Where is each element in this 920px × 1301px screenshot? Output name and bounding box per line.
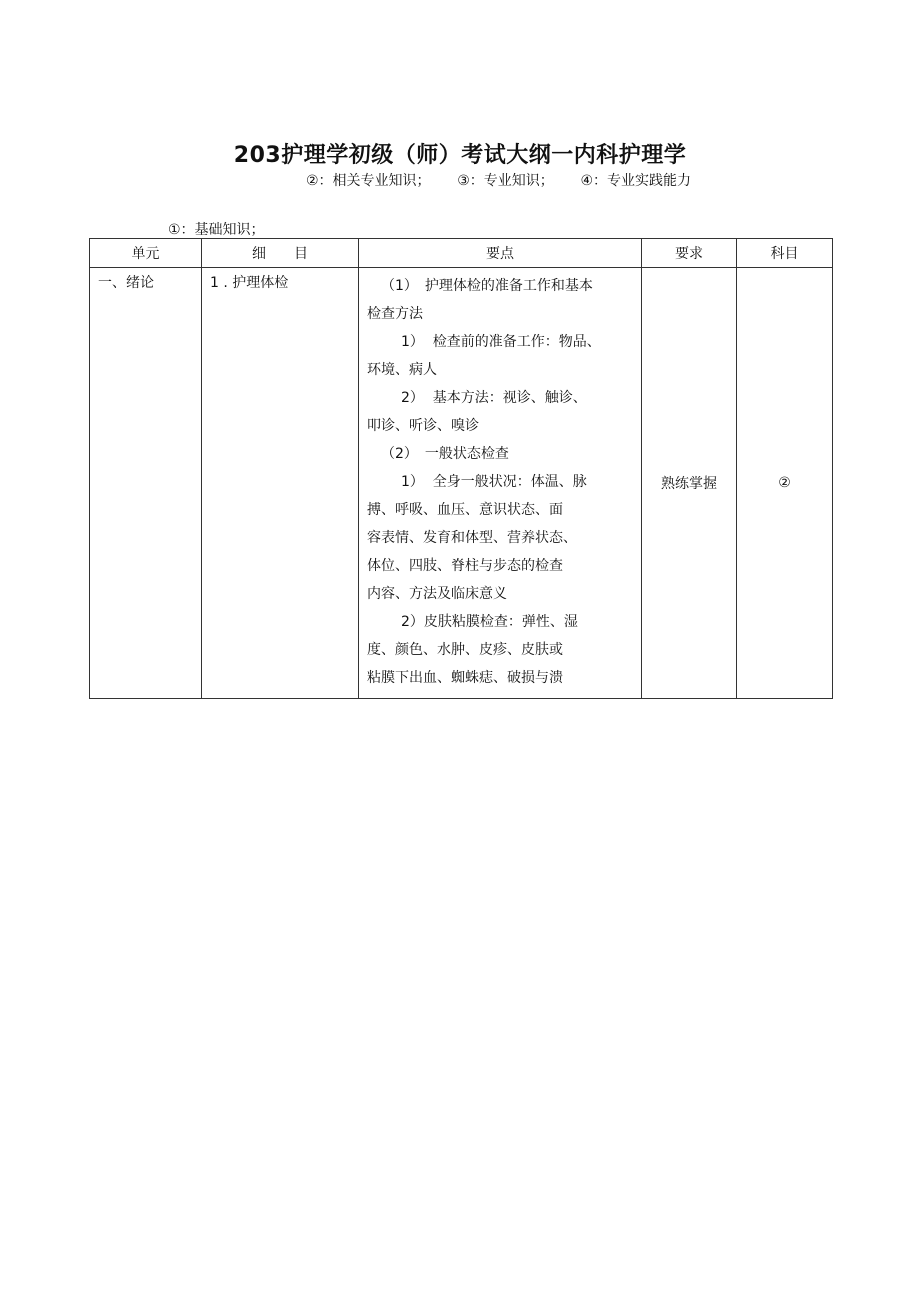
page-title: 203护理学初级（师）考试大纲一内科护理学 — [233, 143, 687, 168]
point-line: 体位、四肢、脊柱与步态的检查 — [367, 558, 563, 574]
syllabus-table — [89, 238, 833, 699]
cell-unit: 一、绪论 — [90, 268, 202, 699]
header-item: 细 目 — [202, 239, 359, 268]
point-line: 1） 检查前的准备工作：物品、 — [401, 334, 601, 350]
point-line: 搏、呼吸、血压、意识状态、面 — [367, 502, 563, 518]
points-list — [365, 272, 635, 692]
subject-legend-basic: ①：基础知识； — [168, 222, 265, 238]
point-line: 粘膜下出血、蜘蛛痣、破损与溃 — [367, 670, 563, 686]
point-line: 度、颜色、水肿、皮疹、皮肤或 — [367, 642, 563, 658]
header-subject: 科目 — [737, 239, 833, 268]
point-line: 叩诊、听诊、嗅诊 — [367, 418, 479, 434]
point-line: 环境、病人 — [367, 362, 437, 378]
point-line: （2） 一般状态检查 — [381, 446, 509, 462]
subject-legend-line: ②：相关专业知识； ③：专业知识； ④：专业实践能力 — [306, 173, 692, 189]
header-unit: 单元 — [90, 239, 202, 268]
point-line: 2） 基本方法：视诊、触诊、 — [401, 390, 587, 406]
cell-subject: ② — [737, 268, 833, 699]
cell-requirement: 熟练掌握 — [642, 268, 737, 699]
point-line: 检查方法 — [367, 306, 423, 322]
point-line: （1） 护理体检的准备工作和基本 — [381, 278, 593, 294]
point-line: 内容、方法及临床意义 — [367, 586, 507, 602]
header-points: 要点 — [359, 239, 642, 268]
table-header-row — [90, 239, 833, 268]
cell-points — [359, 268, 642, 699]
point-line: 容表情、发育和体型、营养状态、 — [367, 530, 577, 546]
table-row — [90, 268, 833, 699]
cell-item: 1 . 护理体检 — [202, 268, 359, 699]
point-line: 1） 全身一般状况：体温、脉 — [401, 474, 587, 490]
point-line: 2）皮肤粘膜检查：弹性、湿 — [401, 614, 578, 630]
header-requirement: 要求 — [642, 239, 737, 268]
